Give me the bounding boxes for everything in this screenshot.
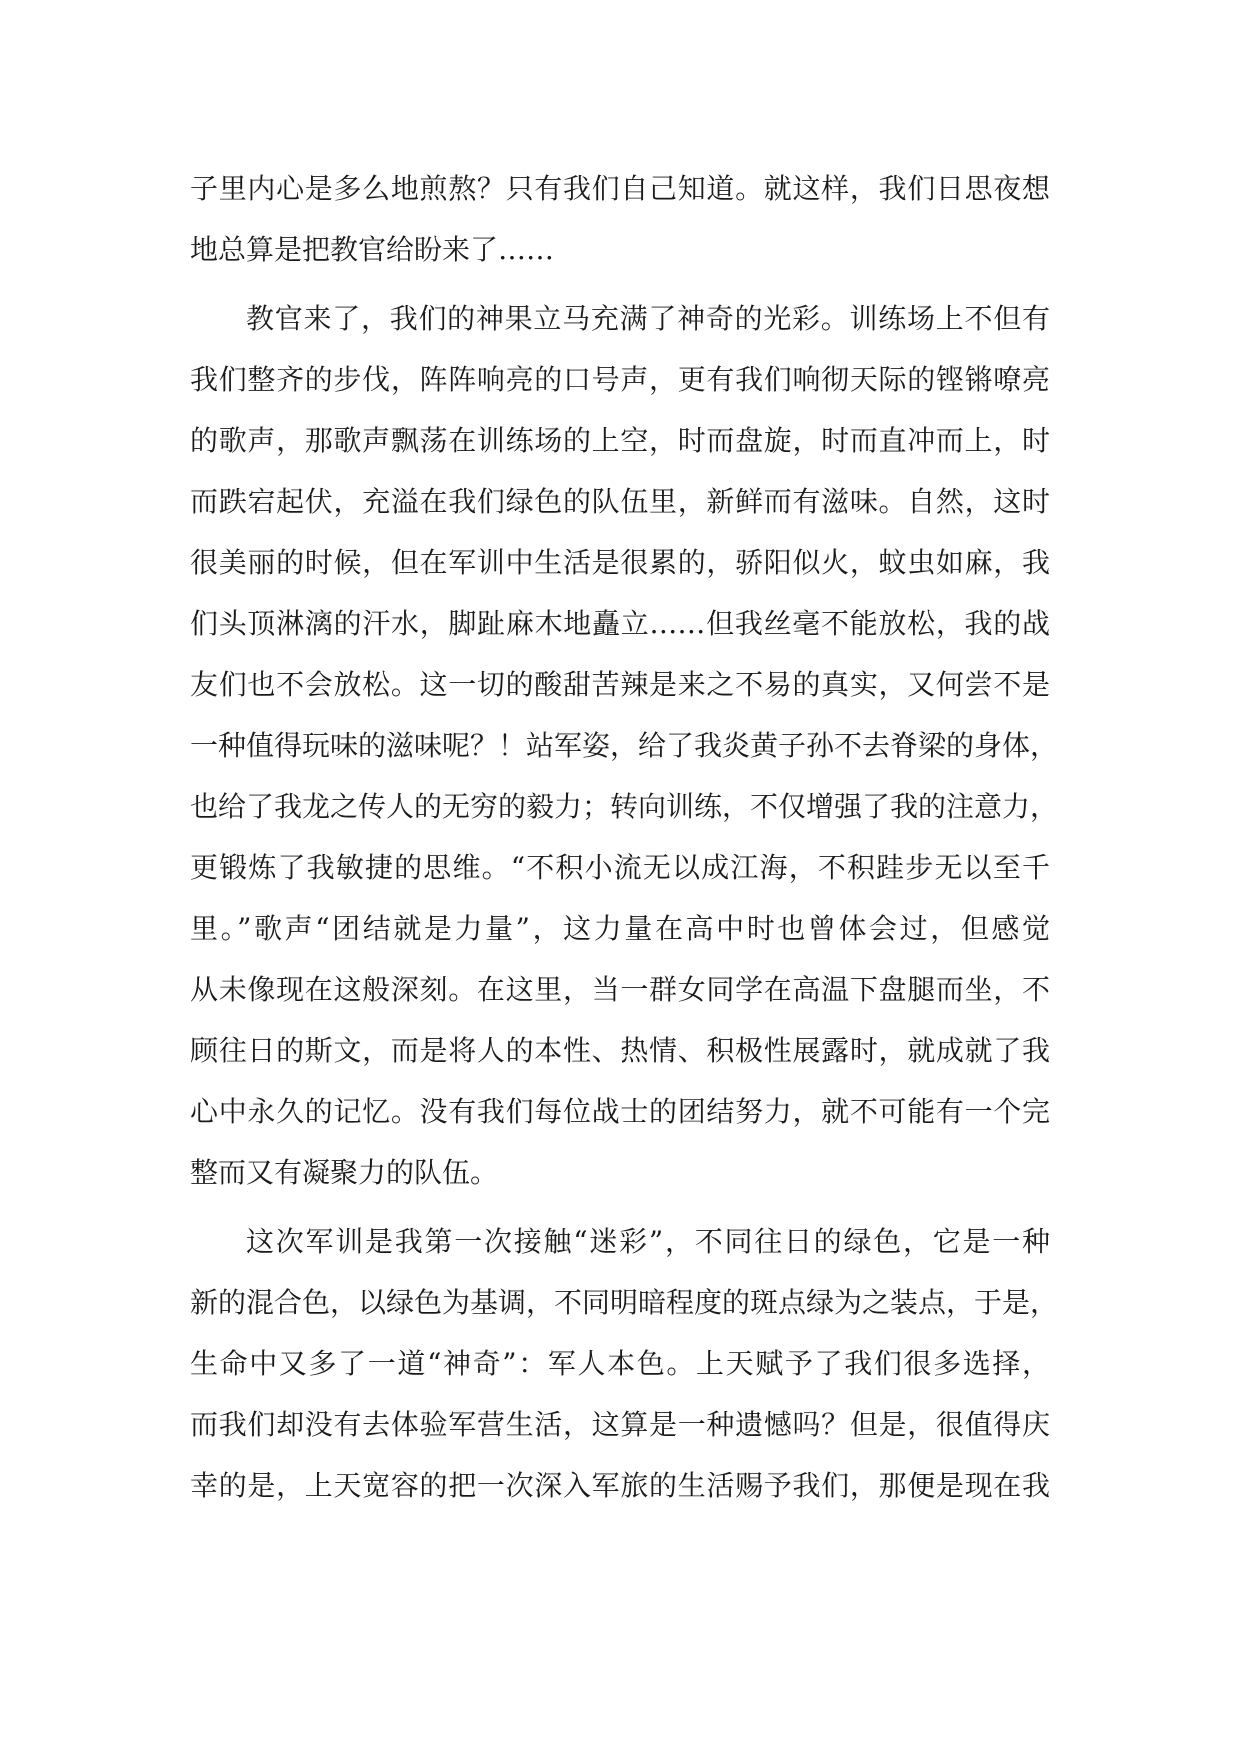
text-line: 更锻炼了我敏捷的思维。“不积小流无以成江海，不积跬步无以至千	[190, 851, 1050, 884]
text-line: 里。”歌声“团结就是力量”，这力量在高中时也曾体会过，但感觉	[190, 912, 1050, 945]
document-body	[190, 158, 1059, 1516]
text-line: 教官来了，我们的神果立马充满了神奇的光彩。训练场上不但有	[246, 302, 1050, 335]
text-line: 从未像现在这般深刻。在这里，当一群女同学在高温下盘腿而坐，不	[190, 973, 1050, 1006]
text-line: 幸的是，上天宽容的把一次深入军旅的生活赐予我们，那便是现在我	[190, 1469, 1050, 1502]
text-line: 整而又有凝聚力的队伍。	[190, 1156, 499, 1189]
text-line: 而我们却没有去体验军营生活，这算是一种遗憾吗？但是，很值得庆	[190, 1408, 1050, 1441]
text-line: 也给了我龙之传人的无穷的毅力；转向训练，不仅增强了我的注意力，	[190, 790, 1059, 823]
text-line: 顾往日的斯文，而是将人的本性、热情、积极性展露时，就成就了我	[190, 1034, 1050, 1067]
text-line: 的歌声，那歌声飘荡在训练场的上空，时而盘旋，时而直冲而上，时	[190, 424, 1050, 457]
text-line: 子里内心是多么地煎熬？只有我们自己知道。就这样，我们日思夜想	[190, 172, 1050, 205]
text-line: 地总算是把教官给盼来了……	[190, 233, 555, 266]
text-line: 这次军训是我第一次接触“迷彩”，不同往日的绿色，它是一种	[246, 1225, 1050, 1258]
text-line: 生命中又多了一道“神奇”：军人本色。上天赋予了我们很多选择，	[190, 1347, 1050, 1380]
paragraph	[190, 1211, 1059, 1516]
text-line: 友们也不会放松。这一切的酸甜苦辣是来之不易的真实，又何尝不是	[190, 668, 1050, 701]
text-line: 新的混合色，以绿色为基调，不同明暗程度的斑点绿为之装点，于是，	[190, 1286, 1059, 1319]
paragraph	[190, 288, 1059, 1203]
text-line: 很美丽的时候，但在军训中生活是很累的，骄阳似火，蚊虫如麻，我	[190, 546, 1050, 579]
text-line: 心中永久的记忆。没有我们每位战士的团结努力，就不可能有一个完	[190, 1095, 1050, 1128]
text-line: 一种值得玩味的滋味呢？！站军姿，给了我炎黄子孙不去脊梁的身体，	[190, 729, 1059, 762]
paragraph	[190, 158, 1050, 280]
text-line: 们头顶淋漓的汗水，脚趾麻木地矗立……但我丝毫不能放松，我的战	[190, 607, 1050, 640]
text-line: 而跌宕起伏，充溢在我们绿色的队伍里，新鲜而有滋味。自然，这时	[190, 485, 1050, 518]
text-line: 我们整齐的步伐，阵阵响亮的口号声，更有我们响彻天际的铿锵嘹亮	[190, 363, 1050, 396]
